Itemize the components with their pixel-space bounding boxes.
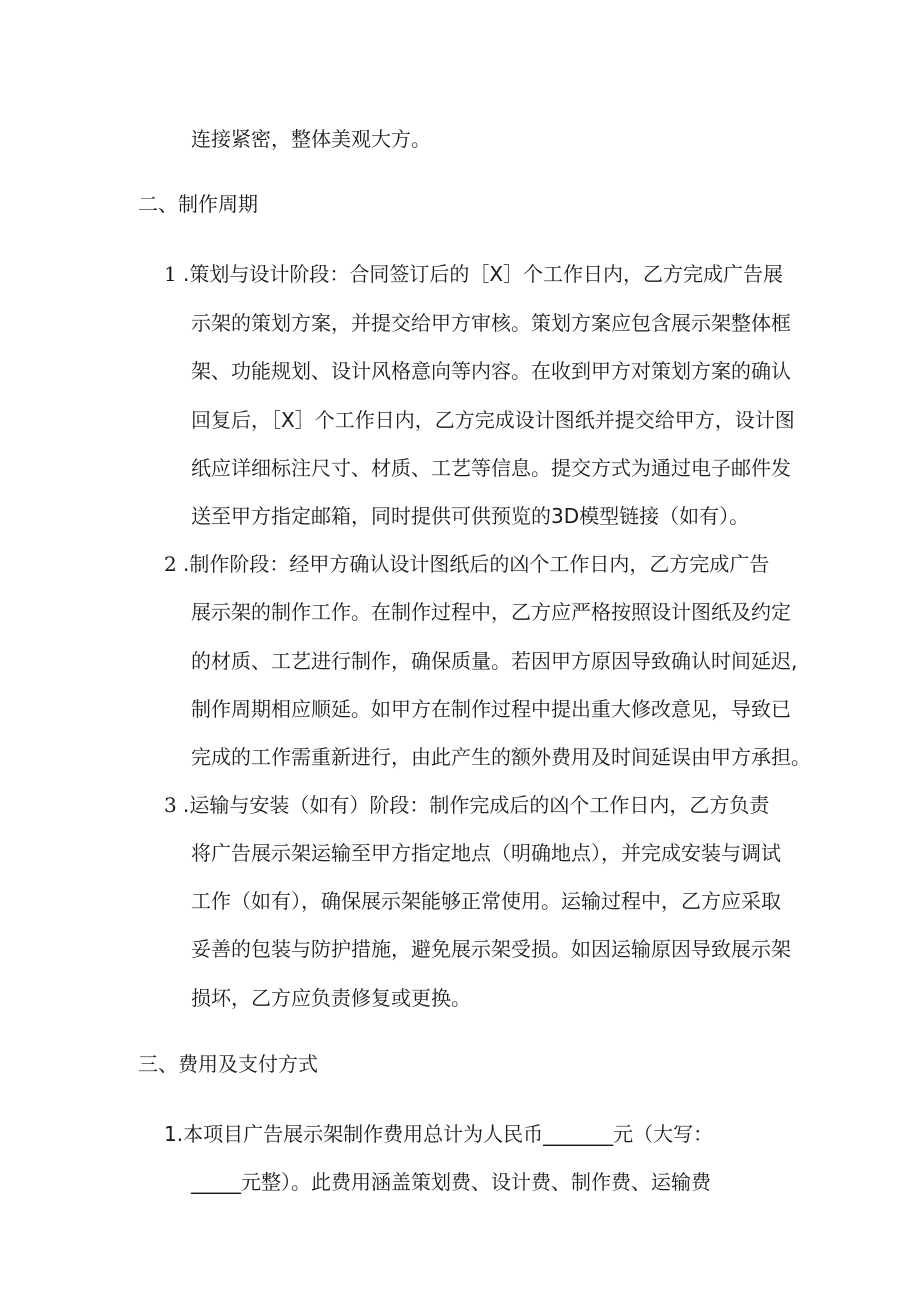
item-line: .策划与设计阶段：合同签订后的［X］个工作日内，乙方完成广告展 xyxy=(183,262,784,286)
fee-line: 1.本项目广告展示架制作费用总计为人民币_______元（大写： xyxy=(164,1122,714,1146)
item-line: 回复后，［X］个工作日内，乙方完成设计图纸并提交给甲方，设计图 xyxy=(191,408,795,432)
item-line: 妥善的包装与防护措施，避免展示架受损。如因运输原因导致展示架 xyxy=(191,937,791,961)
item-number: 1 xyxy=(164,262,177,286)
item-line: 工作（如有），确保展示架能够正常使用。运输过程中，乙方应采取 xyxy=(191,889,781,913)
item-line: 送至甲方指定邮箱，同时提供可供预览的3D模型链接（如有）。 xyxy=(191,504,750,528)
item-line: 纸应详细标注尺寸、材质、工艺等信息。提交方式为通过电子邮件发 xyxy=(191,456,791,480)
section-heading-production-cycle: 二、制作周期 xyxy=(138,192,258,216)
fee-line: _____元整）。此费用涵盖策划费、设计费、制作费、运输费 xyxy=(191,1170,711,1194)
item-line: .运输与安装（如有）阶段：制作完成后的凶个工作日内，乙方负责 xyxy=(183,793,770,817)
item-line: 示架的策划方案，并提交给甲方审核。策划方案应包含展示架整体框 xyxy=(191,311,791,335)
item-number: 3 xyxy=(164,793,177,817)
item-line: .制作阶段：经甲方确认设计图纸后的凶个工作日内，乙方完成广告 xyxy=(183,552,770,576)
item-number: 2 xyxy=(164,552,177,576)
item-line: 架、功能规划、设计风格意向等内容。在收到甲方对策划方案的确认 xyxy=(191,359,791,383)
item-line: 展示架的制作工作。在制作过程中，乙方应严格按照设计图纸及约定 xyxy=(191,600,791,624)
item-line: 完成的工作需重新进行，由此产生的额外费用及时间延误由甲方承担。 xyxy=(191,745,811,769)
item-line: 的材质、工艺进行制作，确保质量。若因甲方原因导致确认时间延迟, xyxy=(191,649,798,673)
intro-line: 连接紧密，整体美观大方。 xyxy=(191,127,431,151)
section-heading-fees-payment: 三、费用及支付方式 xyxy=(138,1052,318,1076)
item-line: 损坏，乙方应负责修复或更换。 xyxy=(191,986,471,1010)
item-line: 制作周期相应顺延。如甲方在制作过程中提出重大修改意见，导致已 xyxy=(191,697,791,721)
item-line: 将广告展示架运输至甲方指定地点（明确地点），并完成安装与调试 xyxy=(191,841,781,865)
